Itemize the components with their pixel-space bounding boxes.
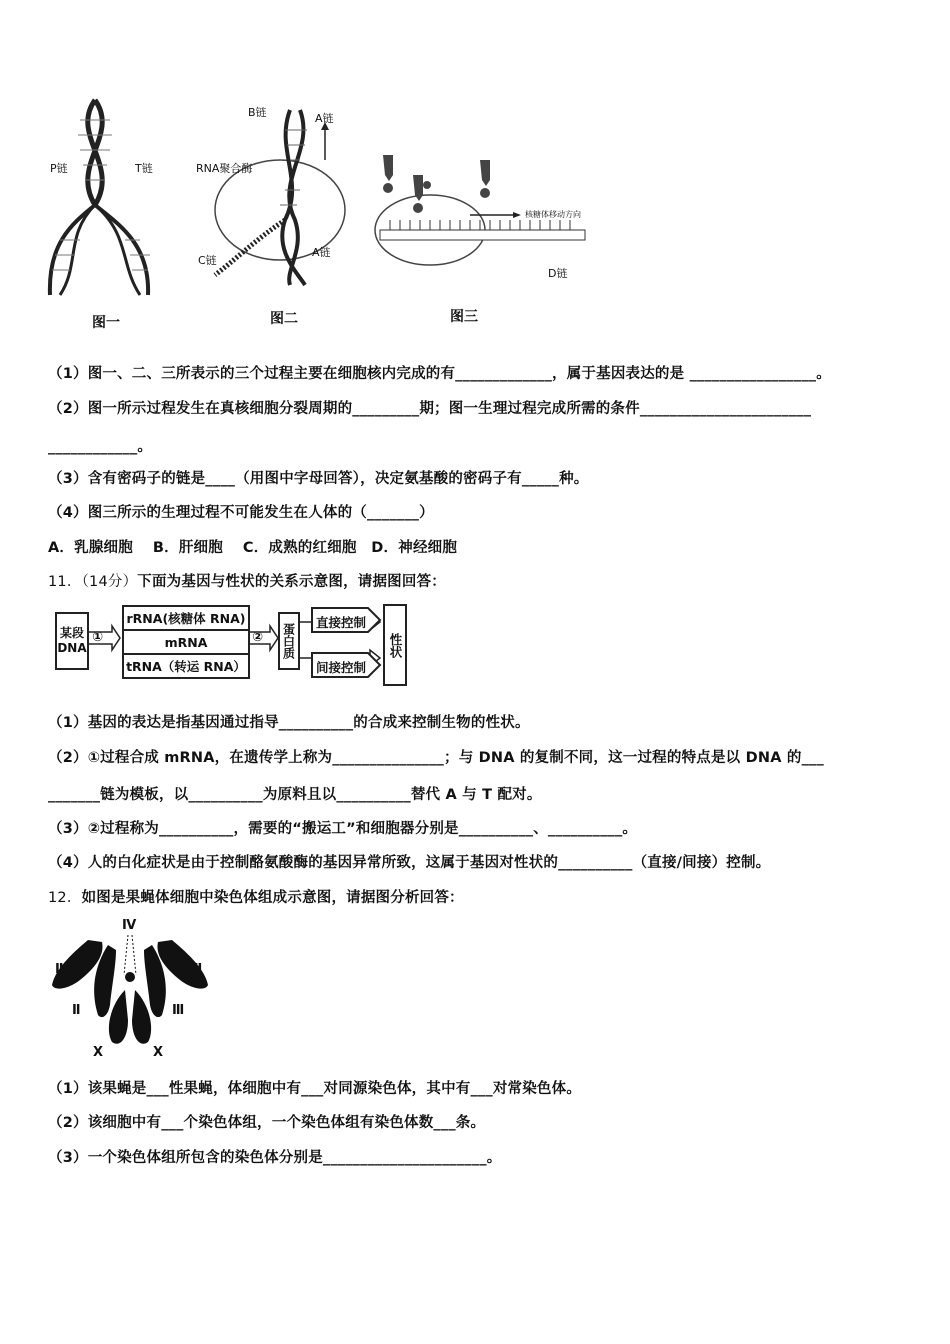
figure-1-caption: 图一: [92, 315, 120, 331]
chromosome-ii-left-low-label: Ⅱ: [72, 1003, 81, 1018]
t-chain-label: T链: [135, 162, 153, 175]
q12-stem: 如图是果蝇体细胞中染色体组成示意图，请据图分析回答：: [81, 890, 464, 906]
a-chain-top-label: A链: [315, 112, 334, 125]
q10-options: A．乳腺细胞 B．肝细胞 C．成熟的红细胞 D．神经细胞: [48, 540, 458, 556]
q10-item-4: （4）图三所示的生理过程不可能发生在人体的（_______）: [48, 505, 434, 521]
q10-item-2-cont: ____________。: [48, 439, 153, 455]
trna-box: tRNA（转运 RNA）: [122, 653, 250, 679]
chromosome-figure: [50, 930, 210, 1055]
q11-item-2-cont: _______链为模板，以__________为原料且以__________替代 A 与 T 配对。: [48, 787, 542, 803]
q11-number: 11．: [48, 574, 82, 590]
step-2-label: ②: [252, 630, 264, 645]
dna-box: 某段DNA: [55, 612, 89, 670]
step-1-label: ①: [92, 630, 104, 645]
d-chain-label: D链: [548, 267, 568, 280]
mrna-box: mRNA: [122, 629, 250, 655]
q12-number: 12．: [48, 890, 82, 906]
q10-item-1: （1）图一、二、三所表示的三个过程主要在细胞核内完成的有_____________，属于基因表达的是 _________________。: [48, 366, 831, 382]
b-chain-label: B链: [248, 106, 267, 119]
q10-item-3: （3）含有密码子的链是____（用图中字母回答），决定氨基酸的密码子有_____种。: [48, 471, 589, 487]
chromosome-x-left-label: X: [93, 1045, 104, 1060]
indirect-control-label: 间接控制: [316, 660, 367, 675]
q10-item-2: （2）图一所示过程发生在真核细胞分裂周期的_________期；图一生理过程完成所需的条件_______________________: [48, 401, 812, 417]
figure-2-caption: 图二: [270, 311, 298, 327]
direct-control-label: 直接控制: [316, 615, 367, 630]
q11-item-3: （3）②过程称为__________，需要的“搬运工”和细胞器分别是__________、__________。: [48, 821, 638, 837]
q12-item-2: （2）该细胞中有___个染色体组，一个染色体组有染色体数___条。: [48, 1115, 486, 1131]
rna-polymerase-label: RNA聚合酶: [196, 162, 253, 175]
q12-header: [48, 886, 464, 907]
chromosome-iii-right-low-label: Ⅲ: [172, 1003, 185, 1018]
q12-item-1: （1）该果蝇是___性果蝇，体细胞中有___对同源染色体，其中有___对常染色体。: [48, 1081, 582, 1097]
q12-item-3: （3）一个染色体组所包含的染色体分别是______________________。: [48, 1150, 502, 1166]
q11-stem: 下面为基因与性状的关系示意图，请据图回答：: [137, 574, 446, 590]
p-chain-label: P链: [50, 162, 68, 175]
figure-3-caption: 图三: [450, 309, 478, 325]
chromosome-iv-label: Ⅳ: [122, 918, 137, 933]
q11-score: （14分）: [81, 574, 138, 590]
ribosome-direction-label: 核糖体移动方向: [525, 210, 581, 219]
chromosome-iii-right-label: Ⅲ: [190, 962, 203, 977]
c-chain-label: C链: [198, 254, 217, 267]
q11-item-4: （4）人的白化症状是由于控制酪氨酸酶的基因异常所致，这属于基因对性状的__________（直接/间接）控制。: [48, 855, 771, 871]
q11-item-2: （2）①过程合成 mRNA，在遗传学上称为_______________；与 DNA 的复制不同，这一过程的特点是以 DNA 的___: [48, 750, 824, 766]
rrna-box: rRNA(核糖体 RNA): [122, 605, 250, 631]
chromosome-x-right-label: X: [153, 1045, 164, 1060]
a-chain-bottom-label: A链: [312, 246, 331, 259]
trait-box: 性状: [383, 604, 407, 686]
chromosome-ii-left-label: Ⅱ: [55, 962, 64, 977]
protein-box: 蛋白质: [278, 612, 300, 670]
q11-item-1: （1）基因的表达是指基因通过指导__________的合成来控制生物的性状。: [48, 715, 530, 731]
